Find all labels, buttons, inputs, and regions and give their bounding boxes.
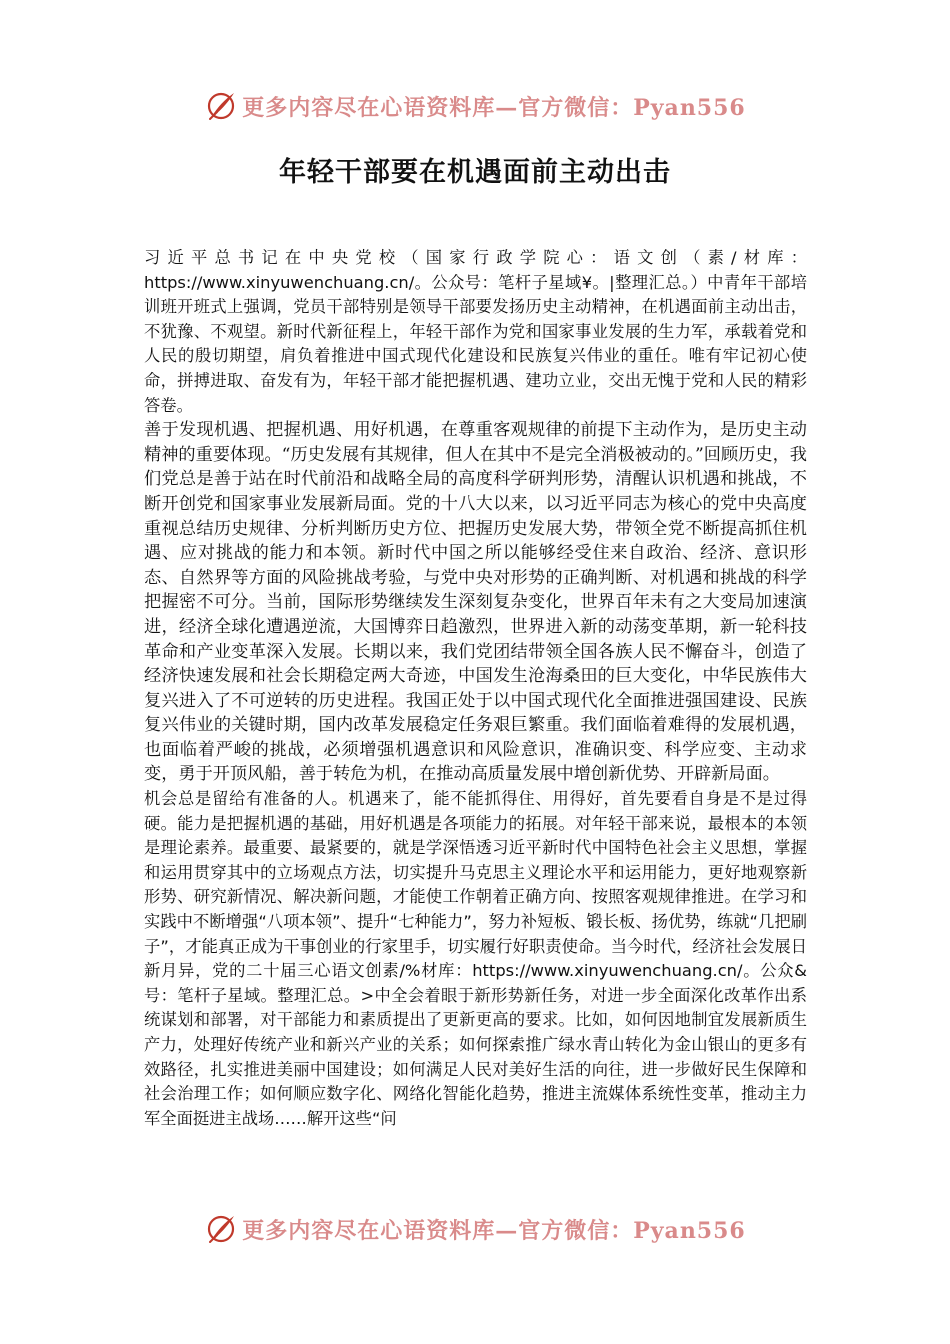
- header-banner-text: 更多内容尽在心语资料库—官方微信：Pyan556: [242, 94, 746, 121]
- paragraph-3: 机会总是留给有准备的人。机遇来了，能不能抓得住、用得好，首先要看自身是不是过得硬。能力是把握机遇的基础，用好机遇是各项能力的拓展。对年轻干部来说，最根本的本领是理论素养。最重要、最紧要的，就是学深悟透习近平新时代中国特色社会主义思想，掌握和运用贯穿其中的立场观点方法，切实提升马克思主义理论水平和运用能力，更好地观察新形势、研究新情况、解决新问题，才能使工作朝着正确方向、按照客观规律推进。在学习和实践中不断增强“八项本领”、提升“七种能力”，努力补短板、锻长板、扬优势，练就“几把刷子”，才能真正成为干事创业的行家里手，切实履行好职责使命。当今时代，经济社会发展日新月异，党的二十届三心语文创素/%材库：https://www.xinyuwenchuang.cn/。公众&号：笔杆子星域。整理汇总。>中全会着眼于新形势新任务，对进一步全面深化改革作出系统谋划和部署，对干部能力和素质提出了更新更高的要求。比如，如何因地制宜发展新质生产力，处理好传统产业和新兴产业的关系；如何探索推广绿水青山转化为金山银山的更多有效路径，扎实推进美丽中国建设；如何满足人民对美好生活的向往，进一步做好民生保障和社会治理工作；如何顺应数字化、网络化智能化趋势，推进主流媒体系统性变革，推动主力军全面挺进主战场……解开这些“问: [144, 789, 807, 1128]
- header-banner: [0, 84, 950, 128]
- page-title: 年轻干部要在机遇面前主动出击: [279, 157, 671, 188]
- article-body: [144, 246, 807, 1131]
- footer-banner: [0, 1207, 950, 1251]
- footer-banner-text: 更多内容尽在心语资料库—官方微信：Pyan556: [242, 1217, 746, 1244]
- paragraph-1: 习近平总书记在中央党校（国家行政学院心：语文创（素/材库：https://www.xinyuwenchuang.cn/。公众号：笔杆子星域¥。|整理汇总。）中青年干部培训班开班式上强调，党员干部特别是领导干部要发扬历史主动精神，在机遇面前主动出击，不犹豫、不观望。新时代新征程上，年轻干部作为党和国家事业发展的生力军，承载着党和人民的殷切期望，肩负着推进中国式现代化建设和民族复兴伟业的重任。唯有牢记初心使命，拼搏进取、奋发有为，年轻干部才能把握机遇、建功立业，交出无愧于党和人民的精彩答卷。: [144, 248, 807, 415]
- quill-logo-icon: [204, 1212, 238, 1246]
- quill-logo-icon: [204, 89, 238, 123]
- paragraph-2: 善于发现机遇、把握机遇、用好机遇，在尊重客观规律的前提下主动作为，是历史主动精神的重要体现。“历史发展有其规律，但人在其中不是完全消极被动的。”回顾历史，我们党总是善于站在时代前沿和战略全局的高度科学研判形势，清醒认识机遇和挑战，不断开创党和国家事业发展新局面。党的十八大以来，以习近平同志为核心的党中央高度重视总结历史规律、分析判断历史方位、把握历史发展大势，带领全党不断提高抓住机遇、应对挑战的能力和本领。新时代中国之所以能够经受住来自政治、经济、意识形态、自然界等方面的风险挑战考验，与党中央对形势的正确判断、对机遇和挑战的科学把握密不可分。当前，国际形势继续发生深刻复杂变化，世界百年未有之大变局加速演进，经济全球化遭遇逆流，大国博弈日趋激烈，世界进入新的动荡变革期，新一轮科技革命和产业变革深入发展。长期以来，我们党团结带领全国各族人民不懈奋斗，创造了经济快速发展和社会长期稳定两大奇迹，中国发生沧海桑田的巨大变化，中华民族伟大复兴进入了不可逆转的历史进程。我国正处于以中国式现代化全面推进强国建设、民族复兴伟业的关键时期，国内改革发展稳定任务艰巨繁重。我们面临着难得的发展机遇，也面临着严峻的挑战，必须增强机遇意识和风险意识，准确识变、科学应变、主动求变，勇于开顶风船，善于转危为机，在推动高质量发展中增创新优势、开辟新局面。: [144, 420, 807, 785]
